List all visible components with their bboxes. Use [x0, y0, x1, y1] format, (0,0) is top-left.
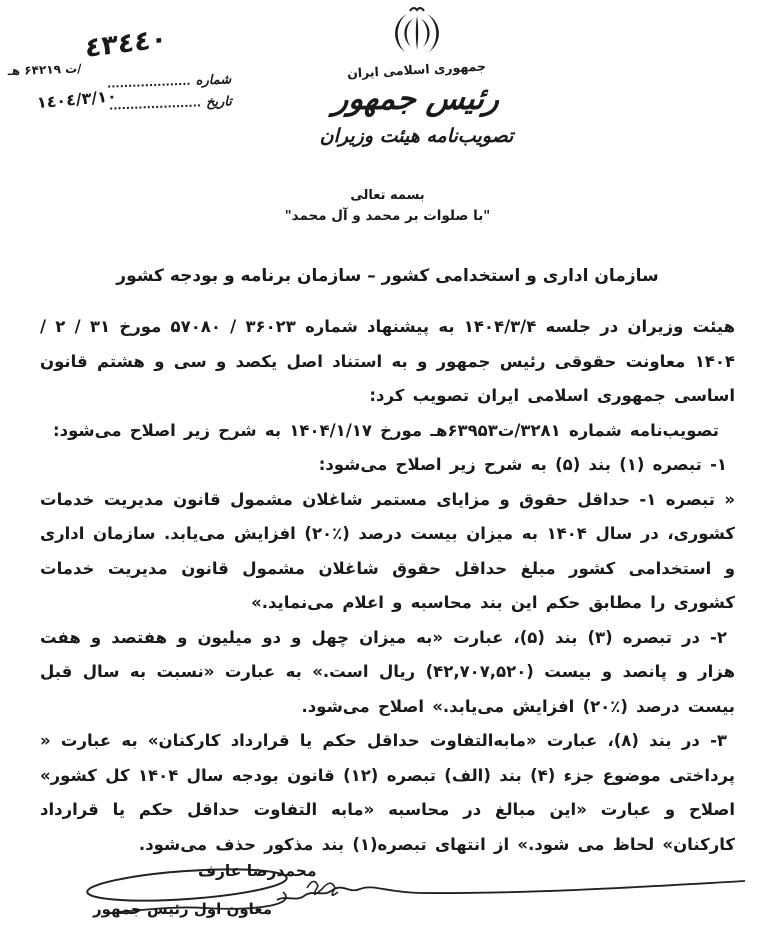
document-type: تصویب‌نامه هیئت وزیران	[319, 125, 514, 147]
number-dotted-line: ....................	[106, 74, 191, 91]
decree-body	[40, 310, 735, 862]
body-paragraph-preamble: هیئت وزیران در جلسه ۱۴۰۴/۳/۴ به پیشنهاد شماره ۳۶۰۲۳ / ۵۷۰۸۰ مورخ ۳۱ / ۲ / ۱۴۰۴ معاونت حقوقی رئیس جمهور و به استناد اصل یکصد و سی و هشتم قانون اساسی جمهوری اسلامی ایران تصویب کرد:	[40, 317, 736, 405]
office-title: رئیس جمهور	[331, 81, 502, 117]
signature-block	[55, 848, 755, 943]
signature-scribble-icon	[55, 848, 755, 943]
bismillah-line: بسمه تعالی	[350, 188, 425, 203]
country-name: جمهوری اسلامی ایران	[346, 58, 487, 81]
body-paragraph-amendment: تصویب‌نامه شماره ۳۲۸۱/ت۶۳۹۵۳هـ مورخ ۱۴۰۴/۱/۱۷ به شرح زیر اصلاح می‌شود:	[53, 420, 719, 440]
typed-decree-number-suffix: /ت ۶۴۲۱۹ هـ	[7, 61, 82, 79]
signer-title: معاون اول رئیس جمهور	[93, 900, 273, 918]
number-label: شماره	[195, 72, 232, 89]
body-paragraph-item2: ۲- در تبصره (۳) بند (۵)، عبارت «به میزان چهل و دو میلیون و هفتصد و هفت هزار و پانصد و بیست (۴۲,۷۰۷,۵۲۰) ریال است.» به عبارت «نسبت به سال قبل بیست درصد (٪۲۰) افزایش می‌یابد.» اصلاح می‌شود.	[40, 627, 736, 716]
handwritten-date: ١٤٠٤/٣/١٠	[36, 86, 118, 113]
date-label: تاریخ	[205, 94, 233, 111]
signer-name: محمدرضا عارف	[198, 862, 317, 880]
body-paragraph-item3: ۳- در بند (۸)، عبارت «مابه‌التفاوت حداقل حکم یا قرارداد کارکنان» به عبارت « پرداختی موضوع جزء (۴) بند (الف) تبصره (۱۲) قانون بودجه سال ۱۴۰۴ کل کشور» اصلاح و عبارت «این مبالغ در محاسبه «مابه التفاوت حداقل حکم یا قرارداد کارکنان» لحاظ می شود.» از انتهای تبصره(۱) بند مذکور حذف می‌شود.	[40, 731, 735, 854]
letterhead	[0, 4, 775, 147]
iran-emblem-icon	[384, 4, 450, 56]
salawat-line: "با صلوات بر محمد و آل محمد"	[284, 208, 491, 224]
addressee-heading: سازمان اداری و استخدامی کشور – سازمان برنامه و بودجه کشور	[116, 266, 659, 286]
date-dotted-line: ......................	[108, 96, 202, 113]
body-paragraph-item1: ۱- تبصره (۱) بند (۵) به شرح زیر اصلاح می‌شود:	[318, 455, 727, 474]
handwritten-decree-number: ٤٣٤٤٠	[84, 22, 168, 64]
body-paragraph-item1-quote: « تبصره ۱- حداقل حقوق و مزایای مستمر شاغلان مشمول قانون مدیریت خدمات کشوری، در سال ۱۴۰۴ به میزان بیست درصد (٪۲۰) افزایش می‌یابد. سازمان اداری و استخدامی کشور مبلغ حداقل حقوق شاغلان مشمول قانون مدیریت خدمات کشوری را مطابق حکم این بند محاسبه و اعلام می‌نماید.»	[40, 489, 736, 612]
invocation-block	[0, 188, 775, 224]
